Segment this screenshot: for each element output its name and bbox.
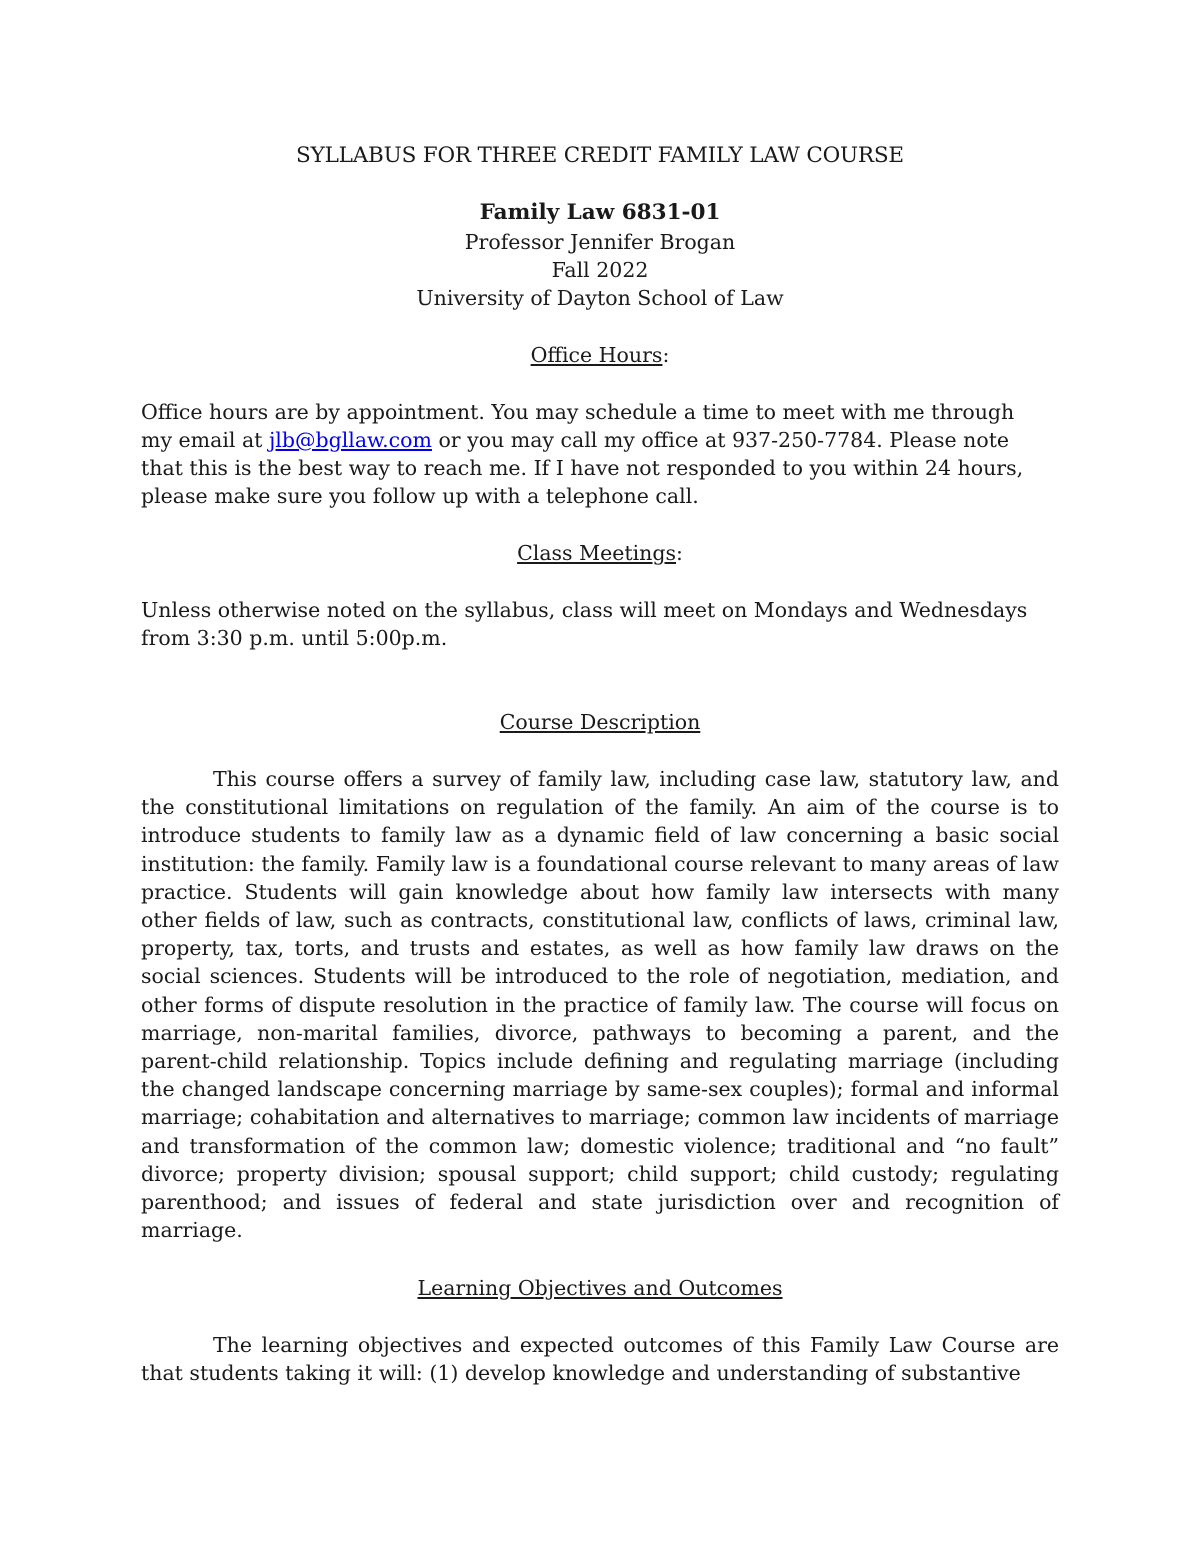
class-meetings-colon: : — [676, 541, 683, 565]
office-hours-heading — [141, 341, 1059, 369]
course-description-heading — [141, 708, 1059, 736]
learning-objectives-heading-text: Learning Objectives and Outcomes — [417, 1276, 783, 1300]
class-meetings-line-2: from 3:30 p.m. until 5:00p.m. — [141, 626, 448, 650]
office-hours-colon: : — [662, 343, 670, 367]
office-hours-line-2-start: my email at — [141, 428, 269, 452]
course-description-heading-text: Course Description — [499, 710, 701, 734]
office-hours-line-2 — [141, 426, 1059, 454]
document-page — [141, 0, 1059, 1553]
term: Fall 2022 — [551, 258, 649, 282]
class-meetings-heading — [141, 539, 1059, 567]
office-hours-line-4: please make sure you follow up with a telephone call. — [141, 484, 699, 508]
learning-objectives-heading — [141, 1274, 1059, 1302]
school-name: University of Dayton School of Law — [416, 286, 784, 310]
email-link[interactable]: jlb@bgllaw.com — [268, 428, 432, 452]
learning-objectives-paragraph: The learning objectives and expected outcomes of this Family Law Course are that students taking it will: (1) develop knowledge and understanding of substantive — [141, 1333, 1059, 1386]
professor-name: Professor Jennifer Brogan — [464, 230, 736, 254]
course-number: Family Law 6831-01 — [479, 200, 721, 225]
office-hours-line-1: Office hours are by appointment. You may schedule a time to meet with me through — [141, 400, 1015, 424]
document-title: SYLLABUS FOR THREE CREDIT FAMILY LAW COURSE — [296, 143, 904, 168]
office-hours-line-3: that this is the best way to reach me. If I have not responded to you within 24 hours, — [141, 456, 1024, 480]
class-meetings-line-1: Unless otherwise noted on the syllabus, class will meet on Mondays and Wednesdays — [141, 598, 1028, 622]
office-hours-heading-text: Office Hours — [530, 343, 663, 367]
course-description-paragraph: This course offers a survey of family law, including case law, statutory law, and the constitutional limitations on regulation of the family. An aim of the course is to introduce students to family law as a dynamic field of law concerning a basic social institution: the family. Family law is a foundational course relevant to many areas of law practice. Students will gain knowledge about how family law intersects with many other fields of law, such as contracts, constitutional law, conflicts of laws, criminal law, property, tax, torts, and trusts and estates, as well as how family law draws on the social sciences. Students will be introduced to the role of negotiation, mediation, and other forms of dispute resolution in the practice of family law. The course will focus on marriage, non-marital families, divorce, pathways to becoming a parent, and the parent-child relationship. Topics include defining and regulating marriage (including the changed landscape concerning marriage by same-sex couples); formal and informal marriage; cohabitation and alternatives to marriage; common law incidents of marriage and transformation of the common law; domestic violence; traditional and “no fault” divorce; property division; spousal support; child support; child custody; regulating parenthood; and issues of federal and state jurisdiction over and recognition of marriage. — [141, 767, 1059, 1243]
office-hours-line-2-end: or you may call my office at 937-250-7784. Please note — [431, 428, 1010, 452]
class-meetings-heading-text: Class Meetings — [517, 541, 676, 565]
